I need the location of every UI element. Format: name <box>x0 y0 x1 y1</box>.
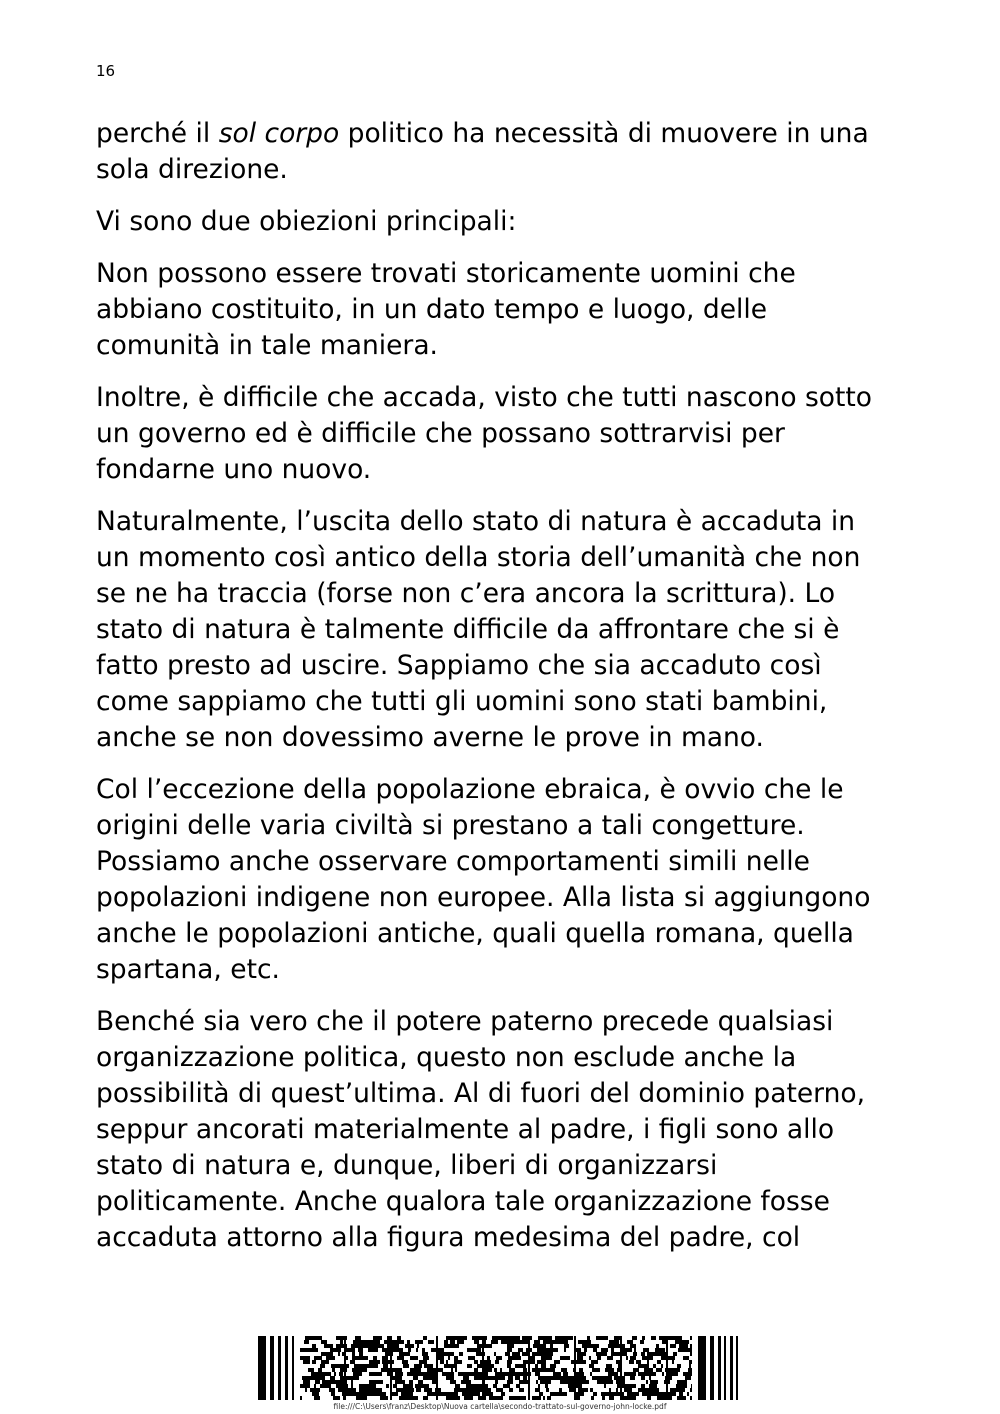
page-number: 16 <box>96 62 116 80</box>
document-body <box>96 116 896 1272</box>
paragraph-text: Naturalmente, l’uscita dello stato di natura è accaduta in un momento così antico della storia dell’umanità che non se ne ha traccia (forse non c’era ancora la scrittura). Lo stato di natura è talmente difficile da affrontare che si è fatto presto ad uscire. Sappiamo che sia accaduto così come sappiamo che tutti gli uomini sono stati bambini, anche se non dovessimo averne le prove in mano. <box>96 506 861 753</box>
paragraph-text: Col l’eccezione della popolazione ebraica, è ovvio che le origini delle varia civiltà si prestano a tali congetture. Possiamo anche osservare comportamenti simili nelle popolazioni indigene non europee. Alla lista si aggiungono anche le popolazioni antiche, quali quella romana, quella spartana, etc. <box>96 774 871 985</box>
paragraph-text: Benché sia vero che il potere paterno precede qualsiasi organizzazione politica, questo non esclude anche la possibilità di quest’ultima. Al di fuori del dominio paterno, seppur ancorati materialmente al padre, i figli sono allo stato di natura e, dunque, liberi di organizzarsi politicamente. Anche qualora tale organizzazione fosse accaduta attorno alla figura medesima del padre, col <box>96 1006 866 1253</box>
paragraph-text: politico ha necessità di muovere in una sola direzione. <box>96 118 869 185</box>
paragraph-text: Inoltre, è difficile che accada, visto che tutti nascono sotto un governo ed è difficile che possano sottrarvisi per fondarne uno nuovo. <box>96 382 873 485</box>
paragraph-text: perché il <box>96 118 219 149</box>
paragraph-text: Vi sono due obiezioni principali: <box>96 206 517 237</box>
paragraph <box>96 772 896 988</box>
paragraph <box>96 380 896 488</box>
paragraph <box>96 204 896 240</box>
paragraph <box>96 256 896 364</box>
italic-text: sol corpo <box>218 118 340 149</box>
file-path: file:///C:\Users\franz\Desktop\Nuova cartella\secondo-trattato-sul-governo-john-locke.pdf <box>333 1402 667 1411</box>
paragraph <box>96 116 896 188</box>
paragraph <box>96 1004 896 1256</box>
paragraph-text: Non possono essere trovati storicamente uomini che abbiano costituito, in un dato tempo e luogo, delle comunità in tale maniera. <box>96 258 796 361</box>
paragraph <box>96 504 896 756</box>
pdf417-barcode-icon <box>258 1336 738 1400</box>
